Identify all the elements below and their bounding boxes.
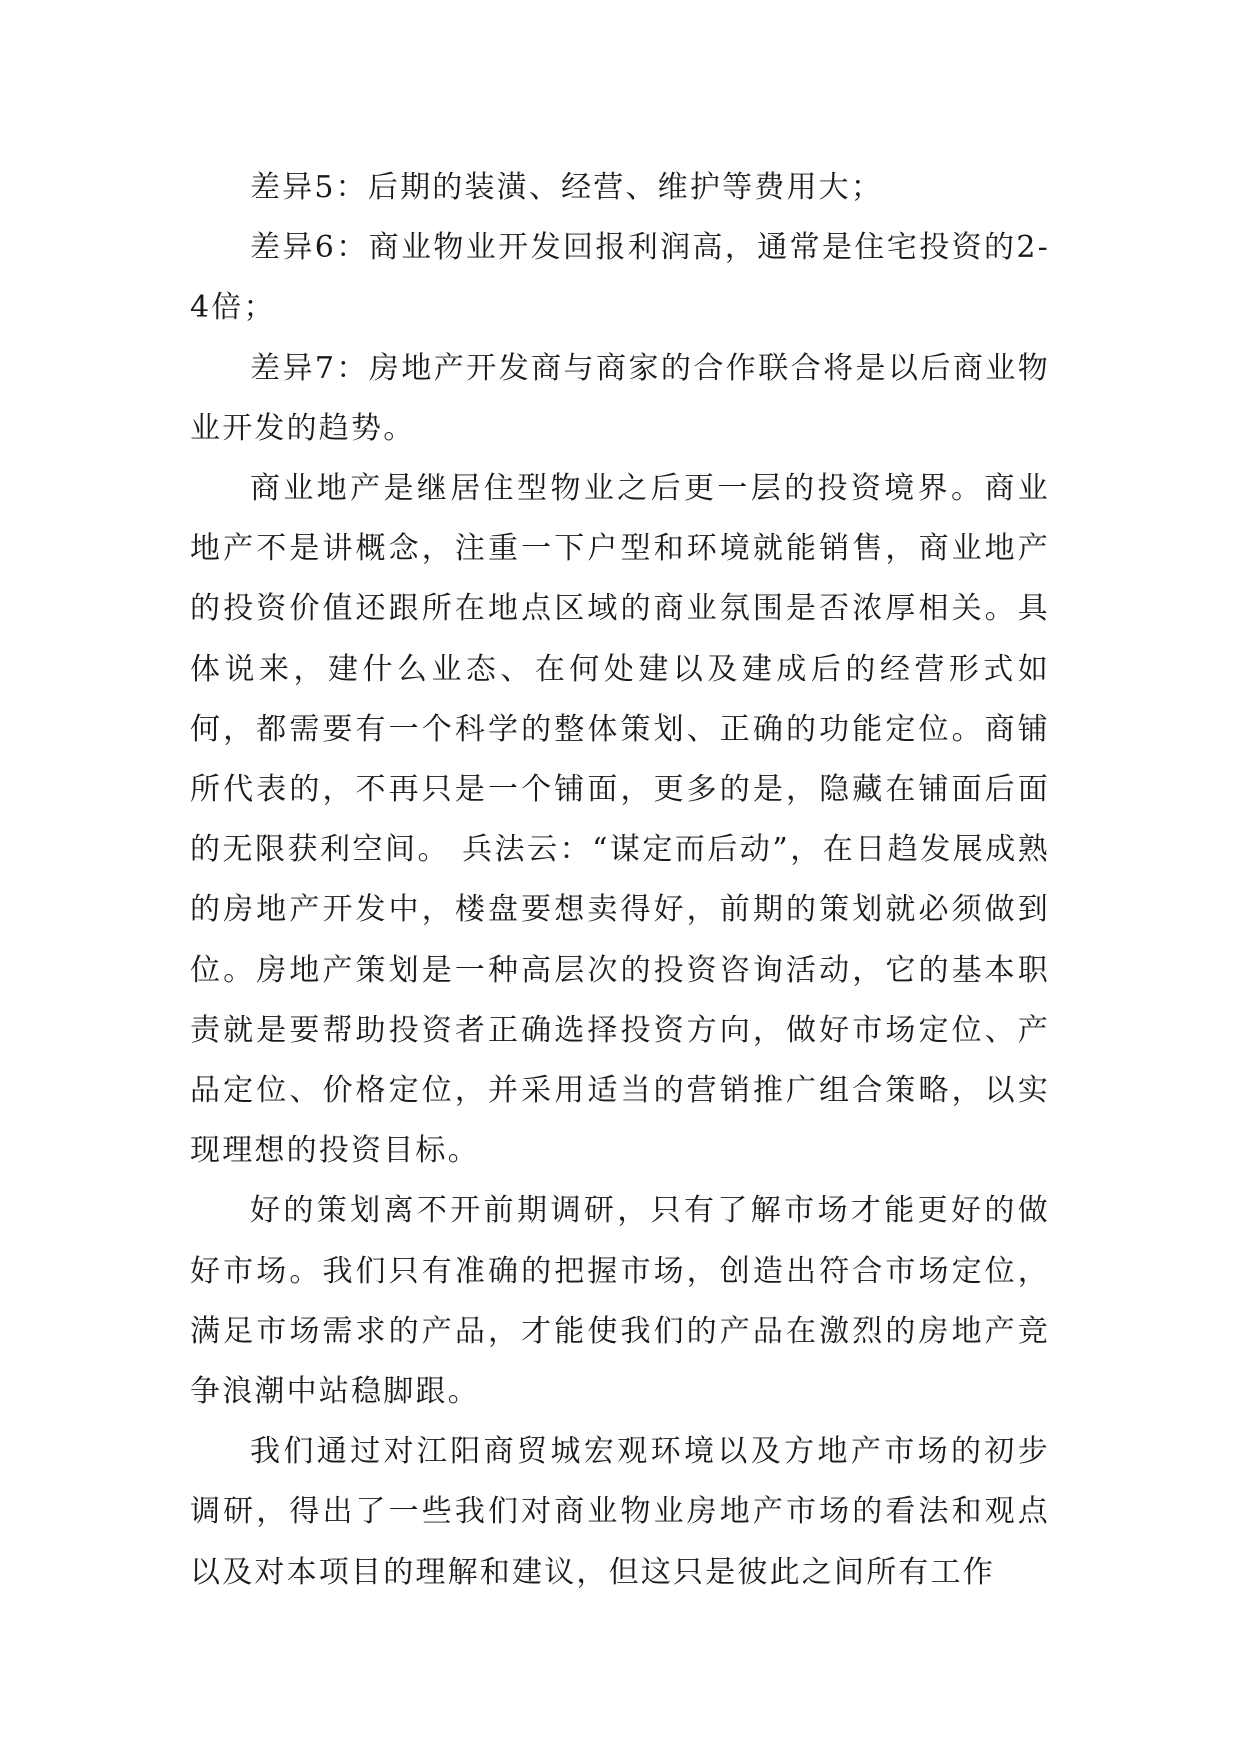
- paragraph-difference-6: 差异6：商业物业开发回报利润高，通常是住宅投资的2-4倍；: [190, 230, 1050, 326]
- paragraph-market-research: 好的策划离不开前期调研，只有了解市场才能更好的做好市场。我们只有准确的把握市场，创造出符合市场定位，满足市场需求的产品，才能使我们的产品在激烈的房地产竞争浪潮中站稳脚跟。: [190, 1193, 1050, 1410]
- document-body: [190, 158, 1050, 1603]
- paragraph-commercial-real-estate: 商业地产是继居住型物业之后更一层的投资境界。商业地产不是讲概念，注重一下户型和环境就能销售，商业地产的投资价值还跟所在地点区域的商业氛围是否浓厚相关。具体说来，建什么业态、在何处建以及建成后的经营形式如何，都需要有一个科学的整体策划、正确的功能定位。商铺所代表的，不再只是一个铺面，更多的是，隐藏在铺面后面的无限获利空间。 兵法云：“谋定而后动”，在日趋发展成熟的房地产开发中，楼盘要想卖得好，前期的策划就必须做到位。房地产策划是一种高层次的投资咨询活动，它的基本职责就是要帮助投资者正确选择投资方向，做好市场定位、产品定位、价格定位，并采用适当的营销推广组合策略，以实现理想的投资目标。: [190, 471, 1050, 1169]
- paragraph-project-research: 我们通过对江阳商贸城宏观环境以及方地产市场的初步调研，得出了一些我们对商业物业房地产市场的看法和观点以及对本项目的理解和建议，但这只是彼此之间所有工作: [190, 1434, 1050, 1590]
- paragraph-difference-7: 差异7：房地产开发商与商家的合作联合将是以后商业物业开发的趋势。: [190, 350, 1050, 446]
- paragraph-difference-5: 差异5：后期的装潢、经营、维护等费用大；: [250, 170, 884, 205]
